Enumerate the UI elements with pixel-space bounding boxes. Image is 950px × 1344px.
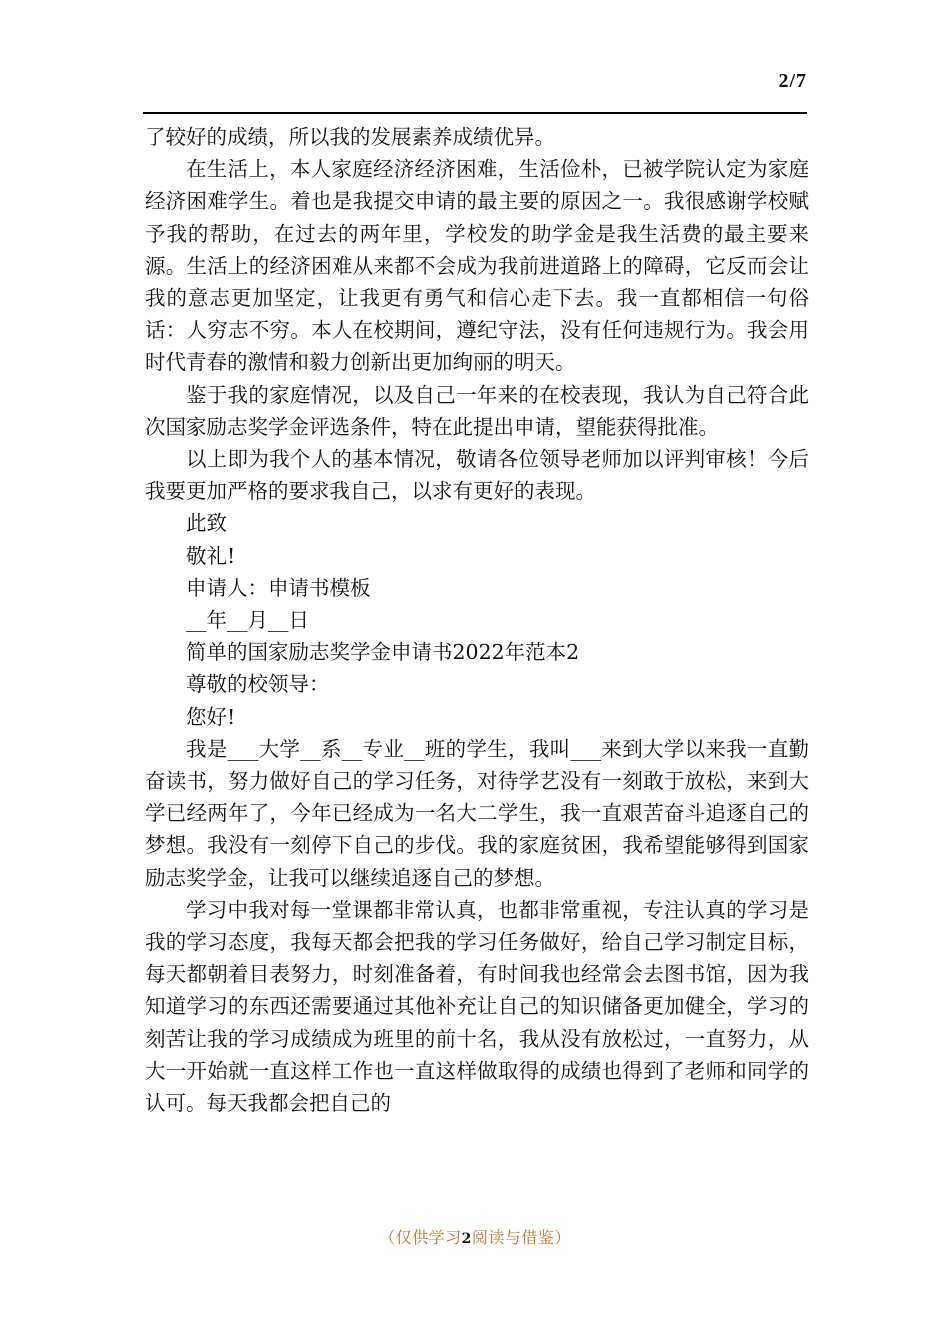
paragraph-study-attitude: 学习中我对每一堂课都非常认真，也都非常重视，专注认真的学习是我的学习态度，我每天都会把我的学习任务做好，给自己学习制定目标，每天都朝着目表努力，时刻准备着，有时间我也经常会去图书馆，因为我知道学习的东西还需要通过其他补充让自己的知识储备更加健全，学习的刻苦让我的学习成绩成为班里的前十名，我从没有放松过，一直努力，从大一开始就一直这样工作也一直这样做取得的成绩也得到了老师和同学的认可。每天我都会把自己的: [145, 897, 809, 1116]
paragraph-closing-statement: 以上即为我个人的基本情况，敬请各位领导老师加以评判审核！今后我要更加严格的要求我自己，以求有更好的表现。: [145, 447, 809, 504]
letter-hello: 您好!: [186, 704, 236, 729]
paragraph-application-reason: 鉴于我的家庭情况，以及自己一年来的在校表现，我认为自己符合此次国家励志奖学金评选条件，特在此提出申请，望能获得批准。: [145, 382, 809, 439]
footer-disclaimer: [0, 1225, 950, 1248]
letter-greeting: 尊敬的校领导：: [186, 672, 330, 697]
page-number: 2/7: [778, 70, 807, 92]
salutation-jingli: 敬礼!: [186, 543, 236, 568]
document-body: [145, 121, 809, 1119]
section-heading-sample-2: 简单的国家励志奖学金申请书2022年范本2: [186, 640, 580, 665]
header-divider: [143, 112, 807, 114]
footer-note-part-1: （仅供学习: [379, 1228, 462, 1247]
paragraph-living-situation: 在生活上，本人家庭经济经济困难，生活俭朴，已被学院认定为家庭经济困难学生。着也是我提交申请的最主要的原因之一。我很感谢学校赋予我的帮助，在过去的两年里，学校发的助学金是我生活费的最主要来源。生活上的经济困难从来都不会成为我前进道路上的障碍，它反而会让我的意志更加坚定，让我更有勇气和信心走下去。我一直都相信一句俗话：人穷志不穷。本人在校期间，遵纪守法，没有任何违规行为。我会用时代青春的激情和毅力创新出更加绚丽的明天。: [145, 157, 809, 375]
paragraph-continuation: 了较好的成绩，所以我的发展素养成绩优异。: [145, 125, 555, 149]
footer-note-text: [379, 1228, 571, 1247]
applicant-signature: 申请人：申请书模板: [186, 575, 371, 600]
footer-note-part-2: 阅读与借鉴）: [471, 1228, 571, 1247]
signature-date: __年__月__日: [186, 608, 309, 633]
salutation-cizhi: 此致: [186, 511, 227, 536]
paragraph-introduction: 我是___大学__系__专业__班的学生，我叫___来到大学以来我一直勤奋读书，努力做好自己的学习任务，对待学艺没有一刻敢于放松，来到大学已经两年了，今年已经成为一名大二学生，我一直艰苦奋斗追逐自己的梦想。我没有一刻停下自己的步伐。我的家庭贫困，我希望能够得到国家励志奖学金，让我可以继续追逐自己的梦想。: [145, 736, 809, 890]
footer-page-marker-inline: 2: [461, 1231, 472, 1247]
